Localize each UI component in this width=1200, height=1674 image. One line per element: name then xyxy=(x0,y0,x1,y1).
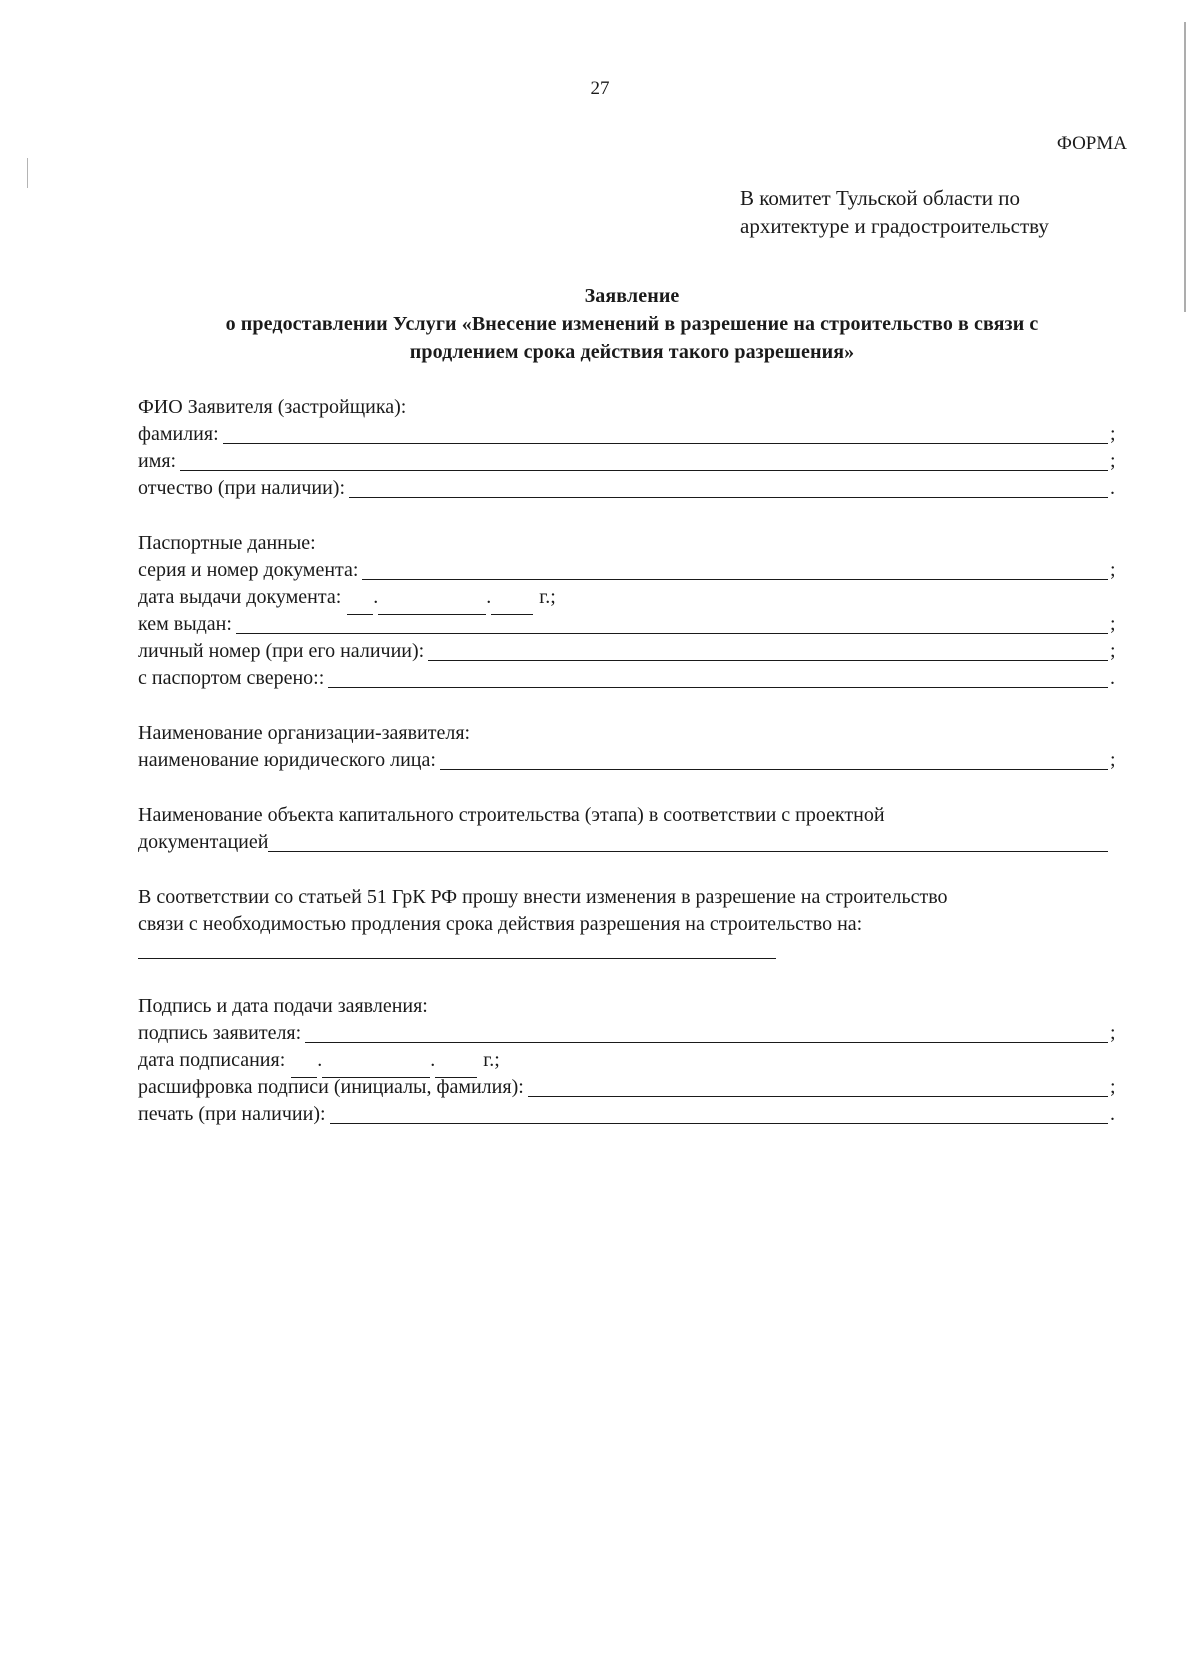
stamp-end: . xyxy=(1110,1103,1115,1125)
issue-month-field[interactable] xyxy=(378,594,486,615)
stamp-label: печать (при наличии): xyxy=(138,1103,326,1125)
passport-series-row xyxy=(138,557,1118,584)
applicant-heading: ФИО Заявителя (застройщика): xyxy=(138,396,407,418)
verified-row xyxy=(138,665,1118,692)
personal-number-label: личный номер (при его наличии): xyxy=(138,640,425,662)
surname-field[interactable] xyxy=(223,423,1108,444)
scan-edge-right xyxy=(1184,22,1186,312)
sign-date-sep-1: . xyxy=(317,1049,323,1071)
issue-day-field[interactable] xyxy=(347,594,373,615)
personal-number-field[interactable] xyxy=(428,640,1108,661)
page-number: 27 xyxy=(590,78,610,99)
object-label: документацией xyxy=(138,831,269,853)
sign-date-row xyxy=(138,1047,1118,1074)
issue-date-sep-1: . xyxy=(373,586,379,608)
title-line-1: Заявление xyxy=(584,285,680,307)
addressee-block xyxy=(740,184,1049,240)
document-title xyxy=(140,282,1124,366)
signature-section xyxy=(138,993,1118,1128)
personal-number-end: ; xyxy=(1110,640,1116,662)
applicant-signature-row xyxy=(138,1020,1118,1047)
patronymic-end: . xyxy=(1110,477,1115,499)
legal-name-field[interactable] xyxy=(440,749,1108,770)
name-row xyxy=(138,448,1118,475)
sign-date-sep-2: . xyxy=(430,1049,436,1071)
application-form xyxy=(138,394,1118,1156)
object-row xyxy=(138,829,1118,856)
passport-series-field[interactable] xyxy=(362,559,1108,580)
issued-by-label: кем выдан: xyxy=(138,613,232,635)
personal-number-row xyxy=(138,638,1118,665)
sign-date-label: дата подписания: xyxy=(138,1049,286,1071)
patronymic-field[interactable] xyxy=(349,477,1108,498)
legal-name-row xyxy=(138,747,1118,774)
signature-heading: Подпись и дата подачи заявления: xyxy=(138,995,428,1017)
title-line-3: продлением срока действия такого разрешения» xyxy=(409,341,855,363)
name-label: имя: xyxy=(138,450,177,472)
request-section xyxy=(138,884,1118,959)
surname-row xyxy=(138,421,1118,448)
issued-by-end: ; xyxy=(1110,613,1116,635)
verified-end: . xyxy=(1110,667,1115,689)
organization-heading: Наименование организации-заявителя: xyxy=(138,722,471,744)
request-line-2: связи с необходимостью продления срока действия разрешения на строительство на: xyxy=(138,913,863,935)
stamp-field[interactable] xyxy=(330,1103,1108,1124)
issue-date-suffix: г.; xyxy=(539,586,556,608)
request-line-1: В соответствии со статьей 51 ГрК РФ прошу внести изменения в разрешение на строительство xyxy=(138,886,948,908)
surname-label: фамилия: xyxy=(138,423,219,445)
decoding-end: ; xyxy=(1110,1076,1116,1098)
sign-date-suffix: г.; xyxy=(483,1049,500,1071)
decoding-field[interactable] xyxy=(528,1076,1108,1097)
legal-name-end: ; xyxy=(1110,749,1116,771)
extension-term-field[interactable] xyxy=(138,938,776,959)
issue-year-field[interactable] xyxy=(491,594,533,615)
object-line-1: Наименование объекта капитального строительства (этапа) в соответствии с проектной xyxy=(138,804,885,826)
passport-heading: Паспортные данные: xyxy=(138,532,316,554)
applicant-signature-end: ; xyxy=(1110,1022,1116,1044)
issued-by-field[interactable] xyxy=(236,613,1108,634)
verified-field[interactable] xyxy=(328,667,1108,688)
patronymic-row xyxy=(138,475,1118,502)
verified-label: с паспортом сверено:: xyxy=(138,667,325,689)
issue-date-sep-2: . xyxy=(486,586,492,608)
applicant-signature-label: подпись заявителя: xyxy=(138,1022,302,1044)
object-name-field[interactable] xyxy=(268,831,1108,852)
applicant-section xyxy=(138,394,1118,502)
issue-date-row xyxy=(138,584,1118,611)
stamp-row xyxy=(138,1101,1118,1128)
object-section xyxy=(138,802,1118,856)
decoding-row xyxy=(138,1074,1118,1101)
issued-by-row xyxy=(138,611,1118,638)
form-mark: ФОРМА xyxy=(1056,133,1127,154)
addressee-line-2: архитектуре и градостроительству xyxy=(740,214,1049,238)
legal-name-label: наименование юридического лица: xyxy=(138,749,436,771)
addressee-line-1: В комитет Тульской области по xyxy=(740,186,1020,210)
surname-end: ; xyxy=(1110,423,1116,445)
title-line-2: о предоставлении Услуги «Внесение изменений в разрешение на строительство в связи с xyxy=(225,313,1039,335)
organization-section xyxy=(138,720,1118,774)
issue-date-label: дата выдачи документа: xyxy=(138,586,342,608)
passport-series-label: серия и номер документа: xyxy=(138,559,359,581)
name-field[interactable] xyxy=(180,450,1108,471)
passport-series-end: ; xyxy=(1110,559,1116,581)
decoding-label: расшифровка подписи (инициалы, фамилия): xyxy=(138,1076,524,1098)
patronymic-label: отчество (при наличии): xyxy=(138,477,346,499)
passport-section xyxy=(138,530,1118,692)
applicant-signature-field[interactable] xyxy=(305,1022,1108,1043)
scan-edge-left xyxy=(27,158,28,188)
name-end: ; xyxy=(1110,450,1116,472)
